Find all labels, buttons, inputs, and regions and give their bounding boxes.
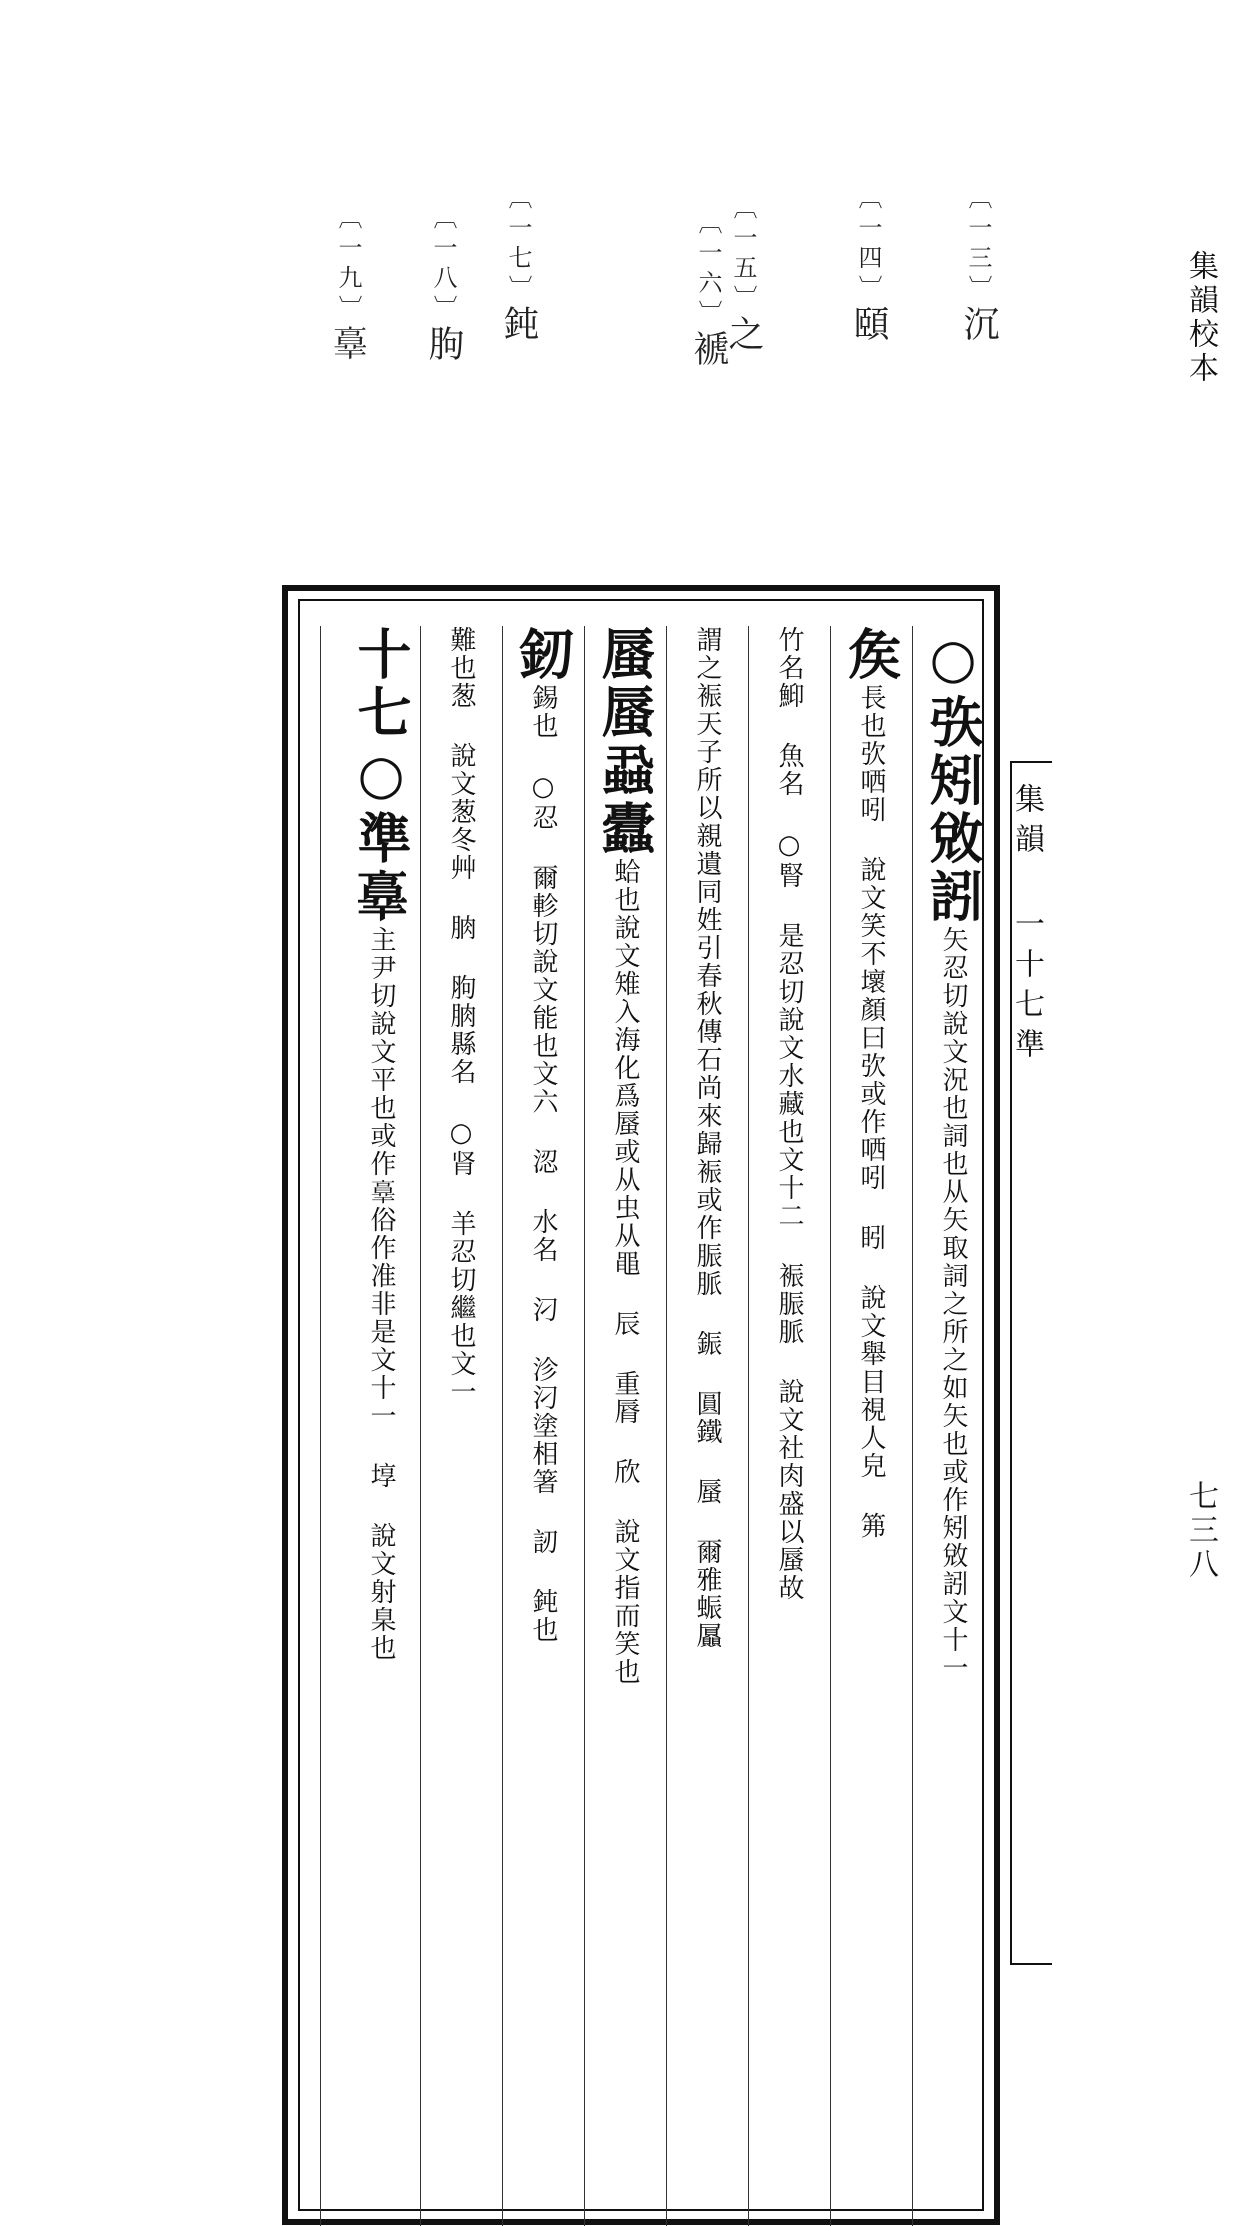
note-text: 頤 [848, 305, 889, 347]
gloss: 弞哂吲 說文笑不壞顏曰弞或作哂吲 䀕 說文舉目視人皃 笰 [856, 740, 886, 1540]
gloss-small: 長也 [856, 684, 886, 740]
note-number: 〔一五〕 [729, 195, 757, 315]
running-title: 集韻校本 [1183, 250, 1218, 386]
text-column [912, 626, 993, 2226]
note-text: 鈍 [498, 305, 539, 347]
note-number: 〔一四〕 [854, 185, 882, 305]
text-column [748, 626, 829, 2226]
collation-note [723, 195, 764, 357]
collation-note [498, 185, 539, 347]
inner-border [298, 599, 1044, 2211]
center-strip-title: 集韻 一十七準 [1009, 783, 1044, 1068]
headword: 難也 [446, 626, 476, 682]
collation-note [423, 205, 464, 367]
note-text: 沉 [958, 305, 999, 347]
gloss: 蛤也說文雉入海化爲蜃或从虫从黽 辰 重脣 欣 說文指而笑也 [610, 858, 640, 1686]
text-column [666, 626, 747, 2226]
note-number: 〔一七〕 [504, 185, 532, 305]
collation-note [848, 185, 889, 347]
headword: 竹名 [774, 626, 804, 682]
note-text: 褫 [688, 330, 729, 372]
text-column [502, 626, 583, 2226]
text-column [420, 626, 501, 2226]
gloss: 葱 說文葱冬艸 朒 胊朒縣名 ○肾 羊忍切繼也文一 [446, 682, 476, 1406]
note-number: 〔一九〕 [334, 205, 362, 325]
headword: 釰 [511, 626, 575, 684]
gloss: 謂之裖天子所以親遺同姓引春秋傳石尚來歸裖或作脤脈 鋠 圓鐵 蜃 爾雅蜄屭 [692, 626, 722, 1650]
gloss: 錫也 ○忍 爾軫切說文能也文六 涊 水名 汈 沴汈塗相箸 訒 鈍也 [528, 684, 558, 1644]
text-column [584, 626, 665, 2226]
collation-note [958, 185, 999, 347]
headword: 矦 [839, 626, 903, 684]
headword: ○矤矧敓訠 [921, 626, 985, 926]
collation-note [688, 210, 729, 372]
center-strip [1010, 761, 1052, 1965]
note-number: 〔一三〕 [964, 185, 992, 305]
note-text: 之 [723, 315, 764, 357]
headword: 十七○準𦎧 [349, 626, 413, 926]
gloss: 鮣 魚名 ○腎 是忍切說文水藏也文十二 裖脤脈 說文社肉盛以蜃故 [774, 682, 804, 1602]
woodblock-frame [282, 585, 1044, 2225]
collation-note [328, 205, 369, 367]
text-column [320, 626, 421, 2226]
note-number: 〔一八〕 [429, 205, 457, 325]
gloss: 主尹切說文平也或作𦎧俗作准非是文十一 埻 說文射臬也 [366, 926, 396, 1662]
note-text: 𦎧 [328, 325, 369, 367]
note-number: 〔一六〕 [694, 210, 722, 330]
headword: 蜃蜃蝨蠹 [593, 626, 657, 858]
text-column [830, 626, 911, 2226]
gloss: 矢忍切說文況也詞也从矢取詞之所之如矢也或作矧敓訠文十一 [938, 926, 968, 1682]
note-text: 朐 [423, 325, 464, 367]
page-number: 七三八 [1183, 1480, 1218, 1582]
